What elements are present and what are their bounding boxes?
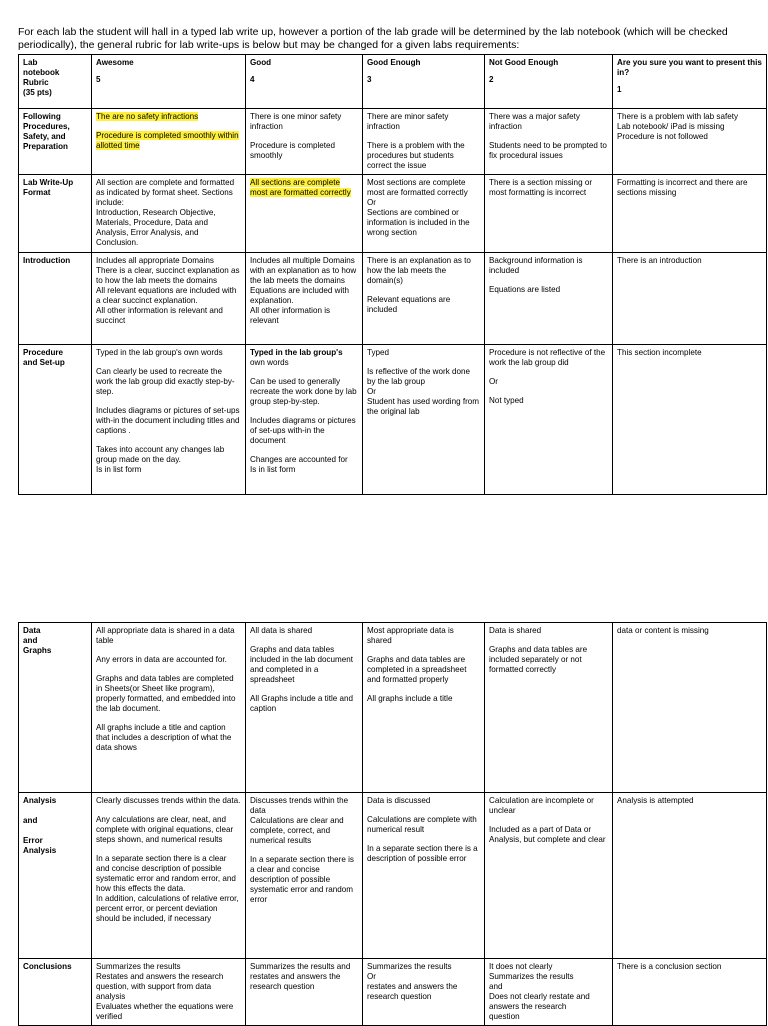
score-label: Good xyxy=(250,58,272,67)
cell-paragraph xyxy=(96,406,241,436)
cell-text: All data is shared xyxy=(250,626,313,635)
cell-paragraph xyxy=(489,796,608,816)
rubric-row xyxy=(19,253,767,345)
cell-paragraph xyxy=(489,285,608,295)
rubric-cell xyxy=(613,253,767,345)
cell-text: There was a major safety infraction xyxy=(489,112,580,131)
rubric-cell xyxy=(363,345,485,495)
cell-paragraph xyxy=(367,295,480,315)
cell-paragraph xyxy=(250,796,358,846)
cell-text: All appropriate data is shared in a data table xyxy=(96,626,235,645)
cell-text: There is an explanation as to how the lab meets the domain(s) xyxy=(367,256,471,285)
rubric-cell xyxy=(92,175,246,253)
rubric-cell xyxy=(613,959,767,1026)
cell-paragraph xyxy=(489,377,608,387)
cell-text: All other information is relevant xyxy=(250,306,331,325)
cell-text: The are no safety infractions xyxy=(96,112,199,121)
rubric-cell xyxy=(363,959,485,1026)
cell-text: Typed xyxy=(367,348,390,357)
cell-text: data or content is missing xyxy=(617,626,709,635)
rubric-cell xyxy=(485,109,613,175)
cell-paragraph xyxy=(617,796,762,806)
cell-text: Clearly discusses trends within the data. xyxy=(96,796,241,805)
cell-paragraph xyxy=(617,626,762,636)
cell-text: Includes diagrams or pictures of set-ups with-in the document including titles and captions . xyxy=(96,406,240,435)
cell-text: Can be used to generally recreate the work done by lab group step-by-step. xyxy=(250,377,357,406)
cell-text: Any calculations are clear, neat, and complete with original equations, clear steps shown, and numerical results xyxy=(96,815,234,844)
cell-text: Or xyxy=(367,387,376,396)
cell-text: Does not clearly restate and answers the research xyxy=(489,992,590,1011)
criterion-name: Analysis xyxy=(23,846,57,855)
criterion-name: and Set-up xyxy=(23,358,65,367)
cell-paragraph xyxy=(96,655,241,665)
cell-paragraph xyxy=(250,348,358,368)
cell-paragraph xyxy=(96,112,241,122)
rubric-cell xyxy=(613,109,767,175)
cell-paragraph xyxy=(96,178,241,248)
cell-text: and xyxy=(489,982,503,991)
rubric-cell xyxy=(485,345,613,495)
score-label: Awesome xyxy=(96,58,134,67)
cell-text: Student has used wording from the original lab xyxy=(367,397,480,416)
score-value: 3 xyxy=(367,75,372,84)
rubric-cell xyxy=(92,109,246,175)
cell-text: This section incomplete xyxy=(617,348,702,357)
rubric-title-cell xyxy=(19,55,92,109)
cell-text: Any errors in data are accounted for. xyxy=(96,655,227,664)
cell-text: Or xyxy=(367,972,376,981)
cell-text: There is an introduction xyxy=(617,256,702,265)
cell-text: All sections are complete most are formatted correctly xyxy=(250,178,351,197)
rubric-row xyxy=(19,623,767,793)
cell-text: Calculations are clear and complete, correct, and numerical results xyxy=(250,816,344,845)
rubric-cell xyxy=(92,623,246,793)
cell-text: Calculation are incomplete or unclear xyxy=(489,796,594,815)
rubric-cell xyxy=(92,345,246,495)
cell-text: Procedure is not followed xyxy=(617,132,708,141)
cell-text: Procedure is not reflective of the work the lab group did xyxy=(489,348,606,367)
cell-paragraph xyxy=(250,178,358,198)
cell-text: Graphs and data tables are completed in a spreadsheet and formatted properly xyxy=(367,655,467,684)
cell-paragraph xyxy=(96,367,241,397)
cell-text: All relevant equations are included with a clear succinct explanation. xyxy=(96,286,237,305)
score-column-header xyxy=(485,55,613,109)
cell-paragraph xyxy=(367,655,480,685)
criterion-name: Introduction xyxy=(23,256,71,265)
rubric-cell xyxy=(92,959,246,1026)
rubric-cell xyxy=(613,623,767,793)
criterion-name: Procedure xyxy=(23,348,64,357)
cell-text: Evaluates whether the equations were verified xyxy=(96,1002,234,1021)
criterion-cell xyxy=(19,793,92,959)
rubric-cell xyxy=(92,793,246,959)
rubric-cell xyxy=(485,175,613,253)
cell-text: Takes into account any changes lab group made on the day. xyxy=(96,445,225,464)
cell-text: In addition, calculations of relative error, percent error, or percent deviation should be included, if necessary xyxy=(96,894,239,923)
cell-text: Is in list form xyxy=(250,465,296,474)
criterion-name: Format xyxy=(23,188,51,197)
rubric-row xyxy=(19,345,767,495)
cell-text: It does not clearly xyxy=(489,962,553,971)
criterion-name: Analysis xyxy=(23,796,57,805)
cell-paragraph xyxy=(489,645,608,675)
cell-text: All Graphs include a title and caption xyxy=(250,694,354,713)
cell-paragraph xyxy=(250,416,358,446)
criterion-cell xyxy=(19,959,92,1026)
cell-text: In a separate section there is a clear and concise description of possible systematic error and random error xyxy=(250,855,354,904)
rubric-cell xyxy=(246,109,363,175)
cell-text: Includes all multiple Domains with an explanation as to how the lab meets the domains xyxy=(250,256,357,285)
cell-paragraph xyxy=(367,256,480,286)
cell-paragraph xyxy=(250,455,358,475)
score-column-header xyxy=(92,55,246,109)
cell-paragraph xyxy=(367,815,480,835)
rubric-title-line: (35 pts) xyxy=(23,88,52,97)
rubric-cell xyxy=(613,345,767,495)
cell-paragraph xyxy=(250,377,358,407)
cell-paragraph xyxy=(96,445,241,475)
cell-text: Background information is included xyxy=(489,256,583,275)
rubric-cell xyxy=(485,793,613,959)
cell-paragraph xyxy=(250,626,358,636)
cell-text: Data is shared xyxy=(489,626,542,635)
criterion-cell xyxy=(19,175,92,253)
rubric-cell xyxy=(613,793,767,959)
cell-text: Equations are listed xyxy=(489,285,561,294)
rubric-row xyxy=(19,959,767,1026)
cell-paragraph xyxy=(96,962,241,1022)
cell-text: Includes all appropriate Domains xyxy=(96,256,214,265)
rubric-title-line: Rubric xyxy=(23,78,49,87)
cell-text: There is a problem with the procedures but students correct the issue xyxy=(367,141,465,170)
rubric-cell xyxy=(246,253,363,345)
cell-text: Summarizes the results xyxy=(367,962,452,971)
rubric-row xyxy=(19,175,767,253)
cell-paragraph xyxy=(489,256,608,276)
cell-text: Is reflective of the work done by the lab group xyxy=(367,367,471,386)
criterion-name: Graphs xyxy=(23,646,52,655)
cell-text: All section are complete and formatted as indicated by format sheet. Sections include: xyxy=(96,178,235,207)
criterion-name: Error xyxy=(23,836,43,845)
score-value: 2 xyxy=(489,75,494,84)
rubric-cell xyxy=(363,175,485,253)
rubric-cell xyxy=(613,175,767,253)
cell-paragraph xyxy=(367,844,480,864)
cell-text: Restates and answers the research question, with support from data analysis xyxy=(96,972,224,1001)
criterion-cell xyxy=(19,345,92,495)
cell-paragraph xyxy=(250,112,358,132)
cell-paragraph xyxy=(489,825,608,845)
cell-paragraph xyxy=(250,645,358,685)
cell-text: restates and answers the research question xyxy=(367,982,458,1001)
intro-paragraph: For each lab the student will hall in a typed lab write up, however a portion of the lab grade will be determined by the lab notebook (which will be checked periodically), the general rubric for lab write-ups is below but may be changed for a given labs requirements: xyxy=(18,26,728,51)
cell-paragraph xyxy=(489,396,608,406)
cell-text: There is a clear, succinct explanation as to how the lab meets the domains xyxy=(96,266,240,285)
criterion-name: Conclusions xyxy=(23,962,72,971)
rubric-cell xyxy=(92,253,246,345)
rubric-row xyxy=(19,793,767,959)
cell-paragraph xyxy=(250,141,358,161)
rubric-title-line: notebook xyxy=(23,68,60,77)
score-label: Are you sure you want to present this in? xyxy=(617,58,762,77)
cell-text: Discusses trends within the data xyxy=(250,796,349,815)
cell-paragraph xyxy=(96,256,241,326)
criterion-cell xyxy=(19,623,92,793)
header-row xyxy=(19,55,767,109)
cell-paragraph xyxy=(250,962,358,992)
cell-text: Students need to be prompted to fix procedural issues xyxy=(489,141,607,160)
cell-paragraph xyxy=(96,348,241,358)
cell-paragraph xyxy=(96,674,241,714)
cell-paragraph xyxy=(367,367,480,417)
cell-text: Changes are accounted for xyxy=(250,455,348,464)
rubric-table-bottom xyxy=(18,622,767,1026)
cell-paragraph xyxy=(96,131,241,151)
cell-paragraph xyxy=(250,256,358,326)
cell-paragraph xyxy=(367,348,480,358)
criterion-name: Data xyxy=(23,626,41,635)
cell-text: Sections are combined or information is included in the wrong section xyxy=(367,208,470,237)
cell-paragraph xyxy=(367,796,480,806)
cell-text: All graphs include a title xyxy=(367,694,453,703)
cell-paragraph xyxy=(367,962,480,1002)
rubric-cell xyxy=(363,623,485,793)
criterion-name: and xyxy=(23,816,38,825)
criterion-cell xyxy=(19,109,92,175)
cell-text: Summarizes the results and restates and answers the research question xyxy=(250,962,351,991)
cell-paragraph xyxy=(617,256,762,266)
cell-text: There are minor safety infraction xyxy=(367,112,449,131)
cell-text: own words xyxy=(250,358,289,367)
score-value: 5 xyxy=(96,75,101,84)
cell-text: There is one minor safety infraction xyxy=(250,112,342,131)
score-label: Good Enough xyxy=(367,58,421,67)
cell-paragraph xyxy=(617,348,762,358)
rubric-cell xyxy=(485,623,613,793)
cell-paragraph xyxy=(617,962,762,972)
cell-paragraph xyxy=(489,348,608,368)
cell-text: There is a section missing or most formatting is incorrect xyxy=(489,178,593,197)
cell-text: Included as a part of Data or Analysis, but complete and clear xyxy=(489,825,606,844)
rubric-cell xyxy=(485,959,613,1026)
cell-text: All graphs include a title and caption that includes a description of what the data shows xyxy=(96,723,232,752)
cell-paragraph xyxy=(367,178,480,238)
cell-text: Typed in the lab group's own words xyxy=(96,348,223,357)
cell-text: Lab notebook/ iPad is missing xyxy=(617,122,725,131)
cell-paragraph xyxy=(367,112,480,132)
cell-paragraph xyxy=(250,694,358,714)
cell-text: Summarizes the results xyxy=(489,972,574,981)
criterion-cell xyxy=(19,253,92,345)
score-value: 1 xyxy=(617,85,622,94)
cell-text: Procedure is completed smoothly within allotted time xyxy=(96,131,239,150)
rubric-cell xyxy=(246,175,363,253)
cell-text: Graphs and data tables included in the lab document and completed in a spreadsheet xyxy=(250,645,354,684)
cell-paragraph xyxy=(489,626,608,636)
criterion-name: Safety, and xyxy=(23,132,66,141)
rubric-cell xyxy=(363,253,485,345)
cell-paragraph xyxy=(617,178,762,198)
cell-paragraph xyxy=(367,626,480,646)
score-column-header xyxy=(246,55,363,109)
cell-paragraph xyxy=(96,626,241,646)
cell-paragraph xyxy=(367,694,480,704)
cell-text: Introduction, Research Objective, Materials, Procedure, Data and Analysis, Error Analysis, and Conclusion. xyxy=(96,208,216,247)
cell-paragraph xyxy=(367,141,480,171)
rubric-cell xyxy=(246,959,363,1026)
cell-text: Can clearly be used to recreate the work the lab group did exactly step-by-step. xyxy=(96,367,235,396)
cell-text: All other information is relevant and succinct xyxy=(96,306,223,325)
criterion-name: and xyxy=(23,636,38,645)
cell-text: Graphs and data tables are completed in Sheets(or Sheet like program), properly formatted, and embedded into the lab document. xyxy=(96,674,236,713)
cell-text: Is in list form xyxy=(96,465,142,474)
cell-paragraph xyxy=(250,855,358,905)
cell-text: question xyxy=(489,1012,520,1021)
cell-paragraph xyxy=(489,962,608,1022)
cell-text: Relevant equations are included xyxy=(367,295,451,314)
cell-paragraph xyxy=(489,178,608,198)
cell-paragraph xyxy=(489,141,608,161)
cell-text: Typed in the lab group's xyxy=(250,348,343,357)
cell-text: Most sections are complete most are formatted correctly xyxy=(367,178,468,197)
cell-text: There is a conclusion section xyxy=(617,962,722,971)
cell-text: In a separate section there is a clear and concise description of possible systematic error and random error, and how this effects the data. xyxy=(96,854,236,893)
criterion-name: Procedures, xyxy=(23,122,70,131)
score-label: Not Good Enough xyxy=(489,58,559,67)
cell-text: Analysis is attempted xyxy=(617,796,694,805)
cell-paragraph xyxy=(96,796,241,806)
cell-paragraph xyxy=(96,723,241,753)
cell-paragraph xyxy=(96,815,241,845)
rubric-cell xyxy=(246,623,363,793)
cell-text: Calculations are complete with numerical result xyxy=(367,815,477,834)
rubric-title-line: Lab xyxy=(23,58,38,67)
criterion-name: Lab Write-Up xyxy=(23,178,74,187)
rubric-cell xyxy=(246,345,363,495)
cell-text: Graphs and data tables are included separately or not formatted correctly xyxy=(489,645,588,674)
rubric-row xyxy=(19,109,767,175)
cell-text: Most appropriate data is shared xyxy=(367,626,454,645)
cell-text: In a separate section there is a description of possible error xyxy=(367,844,478,863)
cell-text: Or xyxy=(489,377,498,386)
cell-paragraph xyxy=(617,112,762,142)
rubric-cell xyxy=(485,253,613,345)
score-column-header xyxy=(613,55,767,109)
cell-paragraph xyxy=(96,854,241,924)
cell-text: Procedure is completed smoothly xyxy=(250,141,336,160)
cell-text: Equations are included with explanation. xyxy=(250,286,349,305)
rubric-cell xyxy=(363,793,485,959)
rubric-cell xyxy=(363,109,485,175)
cell-text: Or xyxy=(367,198,376,207)
score-value: 4 xyxy=(250,75,255,84)
score-column-header xyxy=(363,55,485,109)
cell-text: Includes diagrams or pictures of set-ups with-in the document xyxy=(250,416,356,445)
criterion-name: Following xyxy=(23,112,61,121)
cell-text: Formatting is incorrect and there are sections missing xyxy=(617,178,748,197)
cell-text: Not typed xyxy=(489,396,524,405)
cell-text: There is a problem with lab safety xyxy=(617,112,739,121)
criterion-name: Preparation xyxy=(23,142,68,151)
cell-paragraph xyxy=(489,112,608,132)
rubric-cell xyxy=(246,793,363,959)
cell-text: Data is discussed xyxy=(367,796,431,805)
rubric-table-top xyxy=(18,54,767,495)
cell-text: Summarizes the results xyxy=(96,962,181,971)
